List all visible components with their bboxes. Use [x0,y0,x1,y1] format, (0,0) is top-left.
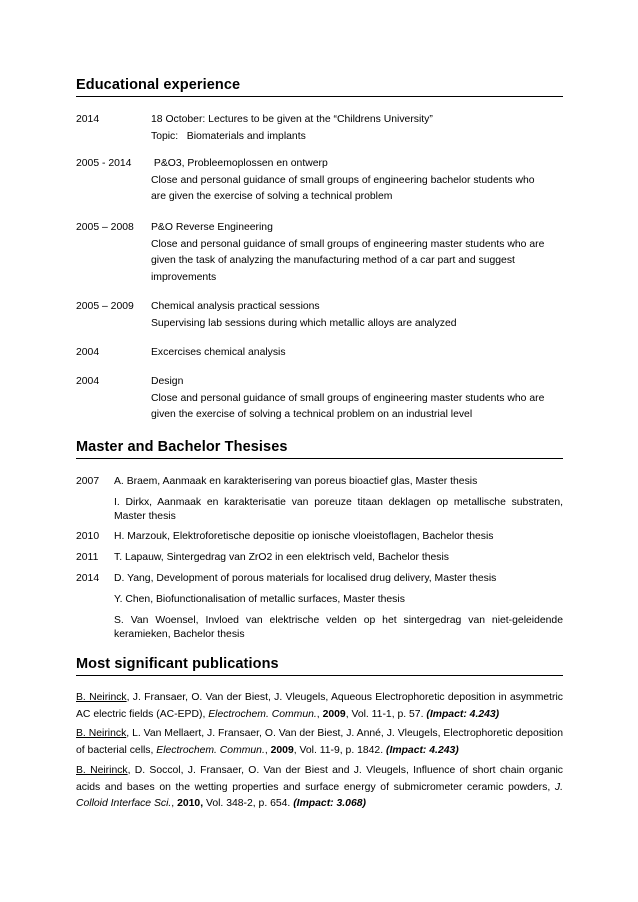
thesis-text: I. Dirkx, Aanmaak en karakterisatie van poreuze titaan deklagen op metallische substraten, Master thesis [114,497,563,522]
publication-main-author: B. Neirinck [76,728,127,739]
education-description [151,299,563,332]
publication-details: Vol. 348-2, p. 654. [203,798,294,809]
education-section [76,77,563,97]
thesis-text: T. Lapauw, Sintergedrag van ZrO2 in een elektrisch veld, Bachelor thesis [114,552,449,563]
theses-heading: Master and Bachelor Thesises [76,439,563,459]
thesis-year: 2007 [76,476,100,487]
education-description [151,220,563,286]
education-line: improvements [151,271,217,283]
education-line: 18 October: Lectures to be given at the “Childrens University” [151,114,433,125]
education-line: Close and personal guidance of small groups of engineering bachelor students who [151,174,535,186]
theses-section [76,439,563,459]
education-date: 2005 - 2014 [76,158,132,169]
education-description [151,156,563,206]
publication-authors-title: , D. Soccol, J. Fransaer, O. Van der Biest and J. Vleugels, Influence of short chain organic acids and bases on the wetting properties and surface energy of submicrometer ceramic powders, [76,765,564,793]
education-line: Chemical analysis practical sessions [151,301,320,312]
education-line: Topic: Biomaterials and implants [151,130,306,142]
thesis-text: S. Van Woensel, Invloed van elektrische velden op het sintergedrag van niet-geleidende keramieken, Bachelor thesis [114,615,563,640]
education-line: are given the exercise of solving a technical problem [151,191,393,202]
education-date: 2005 – 2009 [76,301,134,312]
thesis-text: Y. Chen, Biofunctionalisation of metallic surfaces, Master thesis [114,594,405,605]
publications-heading: Most significant publications [76,656,563,676]
education-line: Supervising lab sessions during which metallic alloys are analyzed [151,317,457,329]
thesis-year: 2010 [76,531,100,542]
publication-journal: Electrochem. Commun. [208,708,317,720]
education-line: Excercises chemical analysis [151,347,286,358]
publication-journal: Electrochem. Commun. [156,744,265,756]
education-line: Design [151,376,184,387]
thesis-text: D. Yang, Development of porous materials for localised drug delivery, Master thesis [114,573,497,584]
thesis-year: 2014 [76,573,100,584]
publication-item [76,690,563,723]
thesis-year: 2011 [76,552,99,563]
education-heading: Educational experience [76,77,563,97]
publication-separator: , [171,798,178,809]
publication-details: , Vol. 11-9, p. 1842. [293,744,386,756]
publication-impact: (Impact: 3.068) [293,798,366,809]
publication-details: , Vol. 11-1, p. 57. [345,708,427,720]
education-line: P&O3, Probleemoplossen en ontwerp [151,158,328,169]
publication-item [76,763,563,813]
publication-authors-title: , J. Fransaer, O. Van der Biest, J. Vleugels, Aqueous Electrophoretic deposition in asymmetric AC electric fields (AC-EPD), [76,692,564,720]
education-date: 2014 [76,114,100,125]
publication-separator: , [316,708,323,720]
education-date: 2005 – 2008 [76,222,134,233]
education-line: P&O Reverse Engineering [151,222,273,233]
education-date: 2004 [76,376,100,387]
education-line: Close and personal guidance of small groups of engineering master students who are [151,392,545,404]
publication-impact: (Impact: 4.243) [385,744,459,756]
education-description [151,112,563,145]
publication-journal: J. Colloid Interface Sci. [76,781,563,809]
publications-section [76,656,563,676]
education-line: given the task of analyzing the manufacturing method of a car part and suggest [151,255,515,266]
education-line: given the exercise of solving a technical problem on an industrial level [151,409,473,420]
publication-item [76,726,563,759]
publication-authors-title: , L. Van Mellaert, J. Fransaer, O. Van der Biest, J. Anné, J. Vleugels, Electrophoretic deposition of bacterial cells, [76,728,563,756]
publication-separator: , [264,744,271,756]
education-line: Close and personal guidance of small groups of engineering master students who are [151,238,545,250]
education-date: 2004 [76,347,100,358]
publication-main-author: B. Neirinck [76,692,127,703]
publication-main-author: B. Neirinck [76,765,128,776]
publication-impact: (Impact: 4.243) [426,708,500,720]
education-description [151,374,563,424]
thesis-text: H. Marzouk, Elektroforetische depositie op ionische vloeistoflagen, Bachelor thesis [114,531,494,542]
education-description [151,345,563,362]
publication-year: 2009 [270,744,294,756]
publication-year: 2009 [322,708,346,720]
thesis-text: A. Braem, Aanmaak en karakterisering van poreus bioactief glas, Master thesis [114,476,478,487]
publication-year: 2010, [177,798,204,809]
